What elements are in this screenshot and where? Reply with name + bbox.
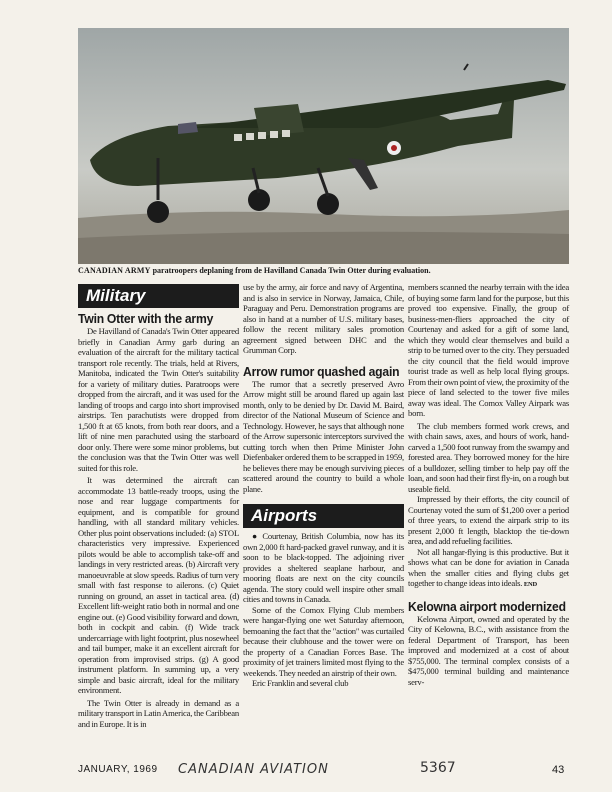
paragraph: De Havilland of Canada's Twin Otter appeared briefly in Canadian Army garb during an evaluation of the aircraft for the military tactical transport role recently. The trials, held at Rivers, Manitoba, indicated the Twin Otter's suitability for a variety of military duties. Paratroops were dropped from the aircraft, and it was used for the landing of troops and cargo into short improvised airstrips. Ten parachutists were dropped from 1,500 ft at 65 knots, from both rear doors, and a lift of nine men parachuted using the starboard door only. There were some minor problems, but the conclusion was that the Twin Otter was well suited for this role. (78, 326, 239, 473)
handwritten-number: 5367 (420, 760, 456, 776)
photo-caption: CANADIAN ARMY paratroopers deplaning from de Havilland Canada Twin Otter during evaluation. (78, 266, 431, 275)
column-1 (78, 282, 239, 729)
paragraph: Some of the Comox Flying Club members were hangar-flying one wet Saturday afternoon, bemoaning the fact that the "action" was curtailed because their clubhouse and the tower were on the property of a Canadian Forces Base. The proximity of jet trainers limited most flying to the weekends. They needed an airstrip of their own. (243, 604, 404, 678)
article-heading: Twin Otter with the army (78, 311, 214, 326)
paragraph: Eric Franklin and several club (252, 678, 349, 688)
end-mark: END (523, 581, 538, 588)
paragraph: The Twin Otter is already in demand as a military transport in Latin America, the Caribbean and in Europe. It is in (78, 697, 239, 729)
column-3 (408, 282, 569, 687)
paragraph: The club members formed work crews, and with chain saws, axes, and hours of work, hand-carved a 1,500 foot runway from the swampy and forested area. They borrowed money for the hire of a bulldozer, selling timber to help pay off the loan, and soon had their first fly-in, on a rough but useable field. (408, 420, 569, 494)
column-2 (243, 282, 404, 689)
section-banner-military: Military (78, 284, 239, 308)
paragraph: Kelowna Airport, owned and operated by the City of Kelowna, B.C., with assistance from the federal Department of Transport, has been improved and modernized at a cost of about $755,000. The terminal complex consists of a $475,000 terminal building and maintenance serv- (408, 613, 569, 687)
aircraft-photo (78, 28, 569, 264)
paragraph: Not all hangar-flying is this productive. But it shows what can be done for aviation in Canada when the smaller cities and flying clubs get together to change ideas into ideals. END (408, 546, 569, 588)
issue-date: JANUARY, 1969 (78, 764, 158, 775)
paragraph: use by the army, air force and navy of Argentina, and is also in service in Norway, Jamaica, Chile, Paraguay and Peru. Demonstration programs are also in hand at a number of U.S. military bases, follow the recent military sales promotion agreement signed between DHC and the Grumman Corp. (243, 282, 404, 355)
paragraph: members scanned the nearby terrain with the idea of buying some farm land for the purpose, but this proved too expensive. Finally, the group of business-men-fliers approached the city of Courtenay and asked for a gift of some land, which they would clear themselves and build a strip to be turned over to the city. They persuaded the city council that the field would improve tourist trade as well as help local flying groups. From their own point of view, the proximity of the piece of land selected to the tower five miles away was ideal. The Comox Valley Airpark was born. (408, 282, 569, 418)
handwritten-title: CANADIAN AVIATION (178, 762, 329, 777)
article-heading: Arrow rumor quashed again (243, 363, 400, 379)
bullet-icon: ● (252, 531, 263, 541)
paragraph: The rumor that a secretly preserved Avro Arrow might still be around flared up again last month, only to be denied by Dr. David M. Baird, director of the National Museum of Science and Technology. However, he says that although none of the Arrow supersonic interceptors survived the cutting torch when then Prime Minister John Diefenbaker ordered them to be scrapped in 1959, he believes there may be enough surviving pieces scattered around the country to build a whole plane. (243, 378, 404, 494)
page-number: 43 (552, 764, 565, 776)
paragraph: It was determined the aircraft can accommodate 13 battle-ready troops, using the nose and rear luggage compartments for equipment, and is compatible for ground handling, with all standard military vehicles. Other plus point observations included: (a) STOL characteristics very impressive. Experienced pilots would be able to accomplish take-off and landings in very restricted areas. (b) Aircraft very manoeuvrable at slow speeds. Radius of turn very small with fast response to ailerons. (c) Quiet running on ground, an asset in tactical area. (d) Excellent lift-weight ratio both in normal and one engine out. (e) Good visibility forward and down, both in cockpit and cabin. (f) Wide track undercarriage with light footprint, plus nosewheel and tail bumper, make it an excellent aircraft for operation from improvised strips. (g) A good instrument platform. In summing up, a very simple and basic aircraft, ideal for the military environment. (78, 475, 239, 695)
paragraph: ● Courtenay, British Columbia, now has its own 2,000 ft hard-packed gravel runway, and it is soon to be black-topped. The adjoining river provides a sheltered seaplane harbour, and mooring floats are next on the city councils agenda. The story could well inspire other small cities and towns in Canada. (243, 531, 404, 604)
article-heading: Kelowna airport modernized (408, 598, 566, 614)
section-banner-airports: Airports (243, 504, 404, 528)
paragraph: Impressed by their efforts, the city council of Courtenay voted the sum of $1,200 over a period of three years, to extend the airpark strip to its present 2,000 ft length, blacktop the tie-down area, and add refueling facilities. (408, 494, 569, 546)
